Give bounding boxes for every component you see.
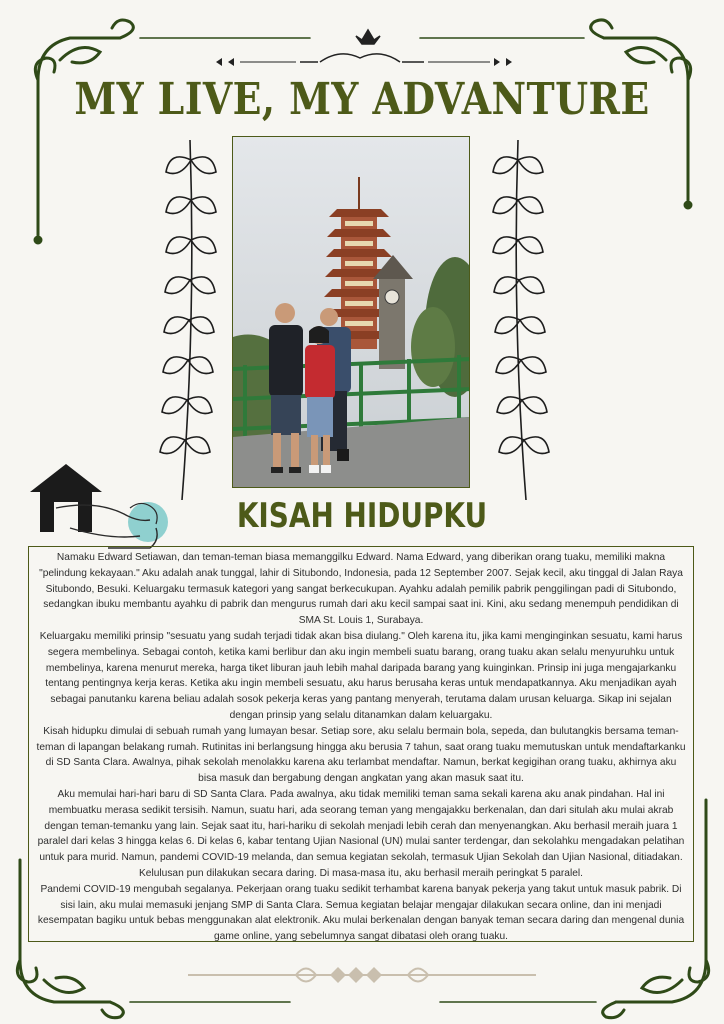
laurel-branch-icon bbox=[493, 140, 549, 500]
paragraph: Namaku Edward Setiawan, dan teman-teman biasa memanggilku Edward. Nama Edward, yang diberikan orang tuaku, memiliki makna "pelindung kekayaan." Aku adalah anak tunggal, lahir di Situbondo, Indonesia, pada 12 September 2007. Sejak kecil, aku tinggal di Jalan Raya Situbondo, Besuki. Keluargaku termasuk kategori yang sangat berkecukupan. Ayahku adalah pemilik pabrik penggilingan padi di Situbondo, sedangkan ibuku membantu ayahku di pabrik dan mengurus rumah dari aku kecil sampai saat ini. Kini, aku sedang menempuh pendidikan di SMA St. Louis 1, Surabaya. bbox=[39, 552, 683, 627]
paragraph: Pandemi COVID-19 mengubah segalanya. Pekerjaan orang tuaku sedikit terhambat karena banyak pekerja yang takut untuk masuk pabrik. Di sisi lain, aku mulai memasuki jenjang SMP di Santa Clara. Semua kegiatan belajar mengajar dilakukan secara online, dan ini menjadi kesempatan bagiku untuk bebas menggunakan alat elektronik. Aku mulai berkenalan dengan banyak teman secara daring dan mengenal dunia game online, yang sebelumnya sangat dibatasi oleh orang tuaku. bbox=[37, 883, 685, 942]
page-title: MY LIVE, MY ADVANTURE bbox=[74, 74, 650, 125]
paragraph: Kisah hidupku dimulai di sebuah rumah yang lumayan besar. Setiap sore, aku selalu bermain bola, sepeda, dan bulutangkis bersama teman-teman di lapangan belakang rumah. Rutinitas ini berlangsung hingga aku berusia 7 tahun, saat orang tuaku memutuskan untuk mendaftarkanku di SD Santa Clara. Awalnya, pihak sekolah menolakku karena aku terlambat mendaftar. Namun, berkat kegigihan orang tuaku, akhirnya aku bisa masuk dan bergabung dengan angkatan yang akan masuk saat itu. bbox=[36, 725, 686, 785]
laurel-branch-icon bbox=[160, 140, 216, 500]
paragraph: Keluargaku memiliki prinsip "sesuatu yang sudah terjadi tidak akan bisa diulang." Oleh karena itu, jika kami menginginkan sesuatu, kami harus segera membelinya. Sebagai contoh, ketika kami berlibur dan aku ingin membeli suatu barang, orang tuaku akan selalu menyuruhku untuk membelinya, karena menurut mereka, harga tiket liburan jauh lebih mahal daripada barang yang kuinginkan. Prinsip ini juga mengajarkanku tentang pentingnya kerja keras. Ketika aku ingin membeli sesuatu, aku harus berusaha keras untuk mendapatkannya. Aku menjadikan ayah sebagai panutanku karena beliau adalah sosok pekerja keras yang pantang menyerah, terutama dalam urusan keluarga. Sikap ini sejalan dengan prinsip yang selalu ditanamkan dalam keluargaku. bbox=[39, 630, 683, 721]
top-ornament bbox=[216, 30, 512, 66]
paragraph: Aku memulai hari-hari baru di SD Santa Clara. Pada awalnya, aku tidak memiliki teman sama sekali karena aku anak pindahan. Hal ini membuatku merasa sedikit tersisih. Namun, suatu hari, ada seorang teman yang mengajakku berkenalan, dan dari situlah aku mulai akrab dengan teman-temanku yang lain. Sejak saat itu, hari-hariku di sekolah menjadi lebih cerah dan menyenangkan. Aku berhasil meraih juara 1 paralel dari kelas 3 hingga kelas 6. Di kelas 6, kabar tentang Ujian Nasional (UN) mulai santer terdengar, dan sekolahku mengadakan pelatihan untuk para murid. Namun, pandemi COVID-19 melanda, dan semua kegiatan sekolah, termasuk Ujian Sekolah dan Ujian Nasional, ditiadakan. Kelulusan pun dilakukan secara daring. Di masa-masa itu, aku berhasil meraih peringkat 5 paralel. bbox=[37, 788, 685, 879]
family-photo bbox=[232, 136, 470, 488]
life-story-text bbox=[28, 546, 694, 942]
bottom-ornament bbox=[188, 967, 536, 983]
section-title: KISAH HIDUPKU bbox=[236, 496, 488, 536]
